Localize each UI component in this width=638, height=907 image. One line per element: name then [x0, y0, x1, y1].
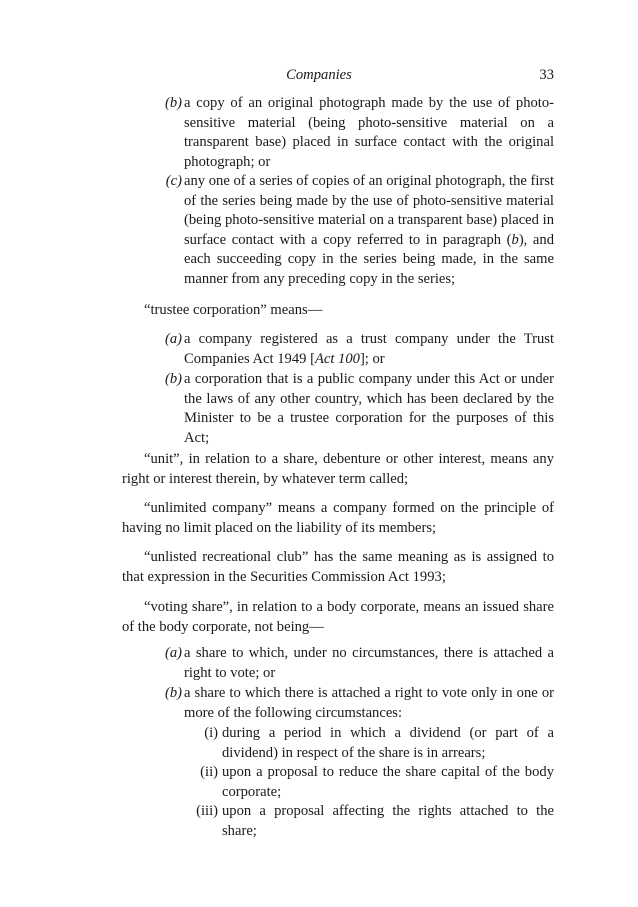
item-label: (iii) — [196, 803, 218, 819]
voting-item-b — [164, 684, 554, 723]
item-label: (a) — [164, 645, 182, 661]
item-label: (i) — [204, 725, 218, 741]
definition-voting-share: “voting share”, in relation to a body corporate, means an issued share of the body corporate, not being— — [122, 599, 554, 635]
definition-unlisted-club: “unlisted recreational club” has the same meaning as is assigned to that expression in the Securities Commission Act 1993; — [122, 549, 554, 585]
item-text: a share to which, under no circumstances, there is attached a right to vote; or — [184, 645, 554, 681]
definition-unlimited-company: “unlimited company” means a company formed on the principle of having no limit placed on the liability of its members; — [122, 500, 554, 536]
page-number: 33 — [539, 67, 554, 83]
item-text: during a period in which a dividend (or part of a dividend) in respect of the share is in arrears; — [222, 725, 554, 761]
trustee-item-a — [164, 330, 554, 369]
item-text: a corporation that is a public company under this Act or under the laws of any other country, which has been declared by the Minister to be a trustee corporation for the purposes of this Act; — [184, 371, 554, 446]
trustee-heading: “trustee corporation” means— — [144, 302, 323, 318]
item-text-b: ), and each succeeding copy in the series being made, in the same manner from any preceding copy in the series; — [184, 231, 554, 287]
running-title: Companies — [286, 67, 352, 83]
circumstance-item-iii — [196, 802, 554, 841]
circumstance-item-ii — [200, 763, 554, 802]
voting-item-a — [164, 644, 554, 683]
item-label: (ii) — [200, 764, 218, 780]
circumstance-item-i — [204, 724, 554, 763]
paragraph-reference: b — [511, 231, 519, 248]
item-text: a share to which there is attached a right to vote only in one or more of the following circumstances: — [184, 685, 554, 721]
definition-item-c-series — [165, 172, 555, 290]
definition-item-b-photograph — [164, 94, 554, 172]
item-text: upon a proposal affecting the rights attached to the share; — [222, 803, 554, 839]
item-text: a copy of an original photograph made by the use of photo-sensitive material (being photo-sensitive material on a transparent base) placed in surface contact with the original photograph; or — [184, 95, 554, 170]
item-label: (b) — [164, 685, 182, 701]
act-reference: Act 100 — [314, 350, 360, 367]
page-header — [0, 66, 638, 86]
item-text: upon a proposal to reduce the share capital of the body corporate; — [222, 764, 554, 800]
item-label: (b) — [164, 371, 182, 387]
item-text-a: a company registered as a trust company under the Trust Companies Act 1949 [ — [184, 331, 554, 367]
item-label: (c) — [165, 173, 182, 189]
item-label: (a) — [164, 331, 182, 347]
item-label: (b) — [164, 95, 182, 111]
item-text-b: ]; or — [359, 350, 385, 367]
item-text-a: any one of a series of copies of an original photograph, the first of the series being made by the use of photo-sensitive material (being photo-sensitive material on a transparent base) placed in surface contact with a copy referred to in paragraph ( — [184, 173, 555, 248]
definition-unit: “unit”, in relation to a share, debenture or other interest, means any right or interest therein, by whatever term called; — [122, 451, 554, 487]
trustee-item-b — [164, 370, 554, 448]
